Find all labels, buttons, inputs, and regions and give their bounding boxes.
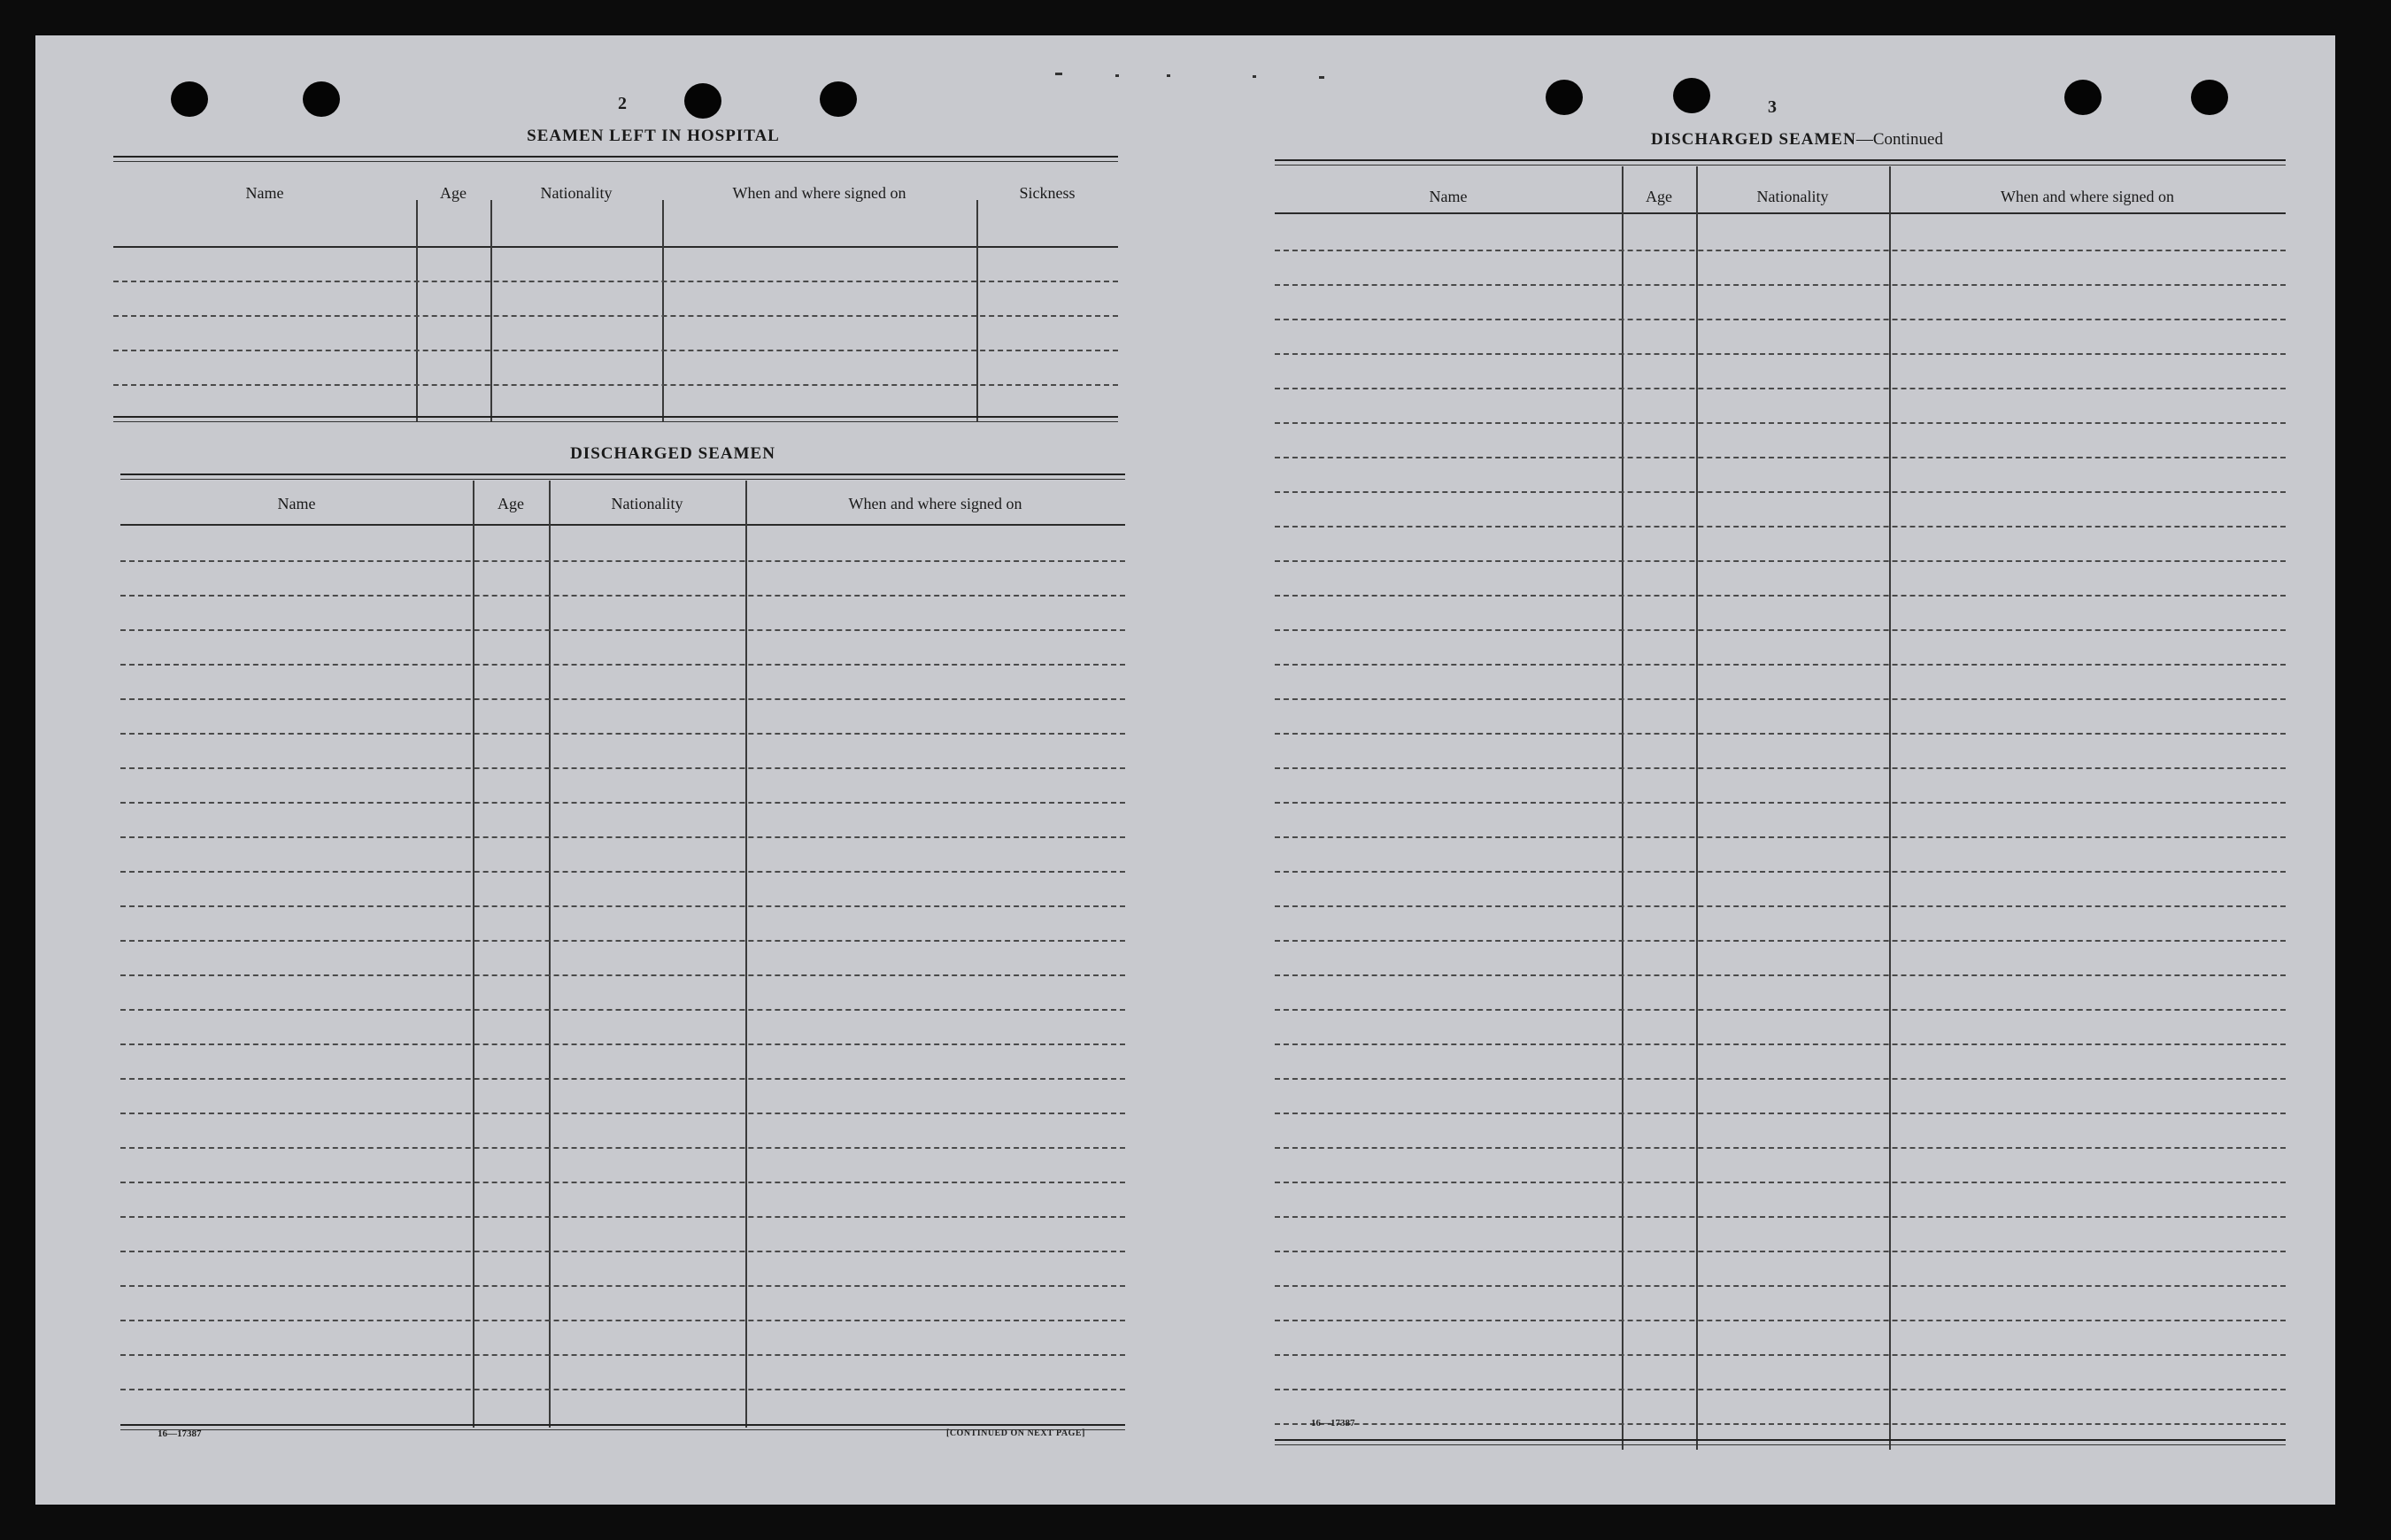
table-top-rule [113,156,1118,162]
table-row [120,1354,1125,1356]
table-row [1275,250,2286,251]
column-header-nationality: Nationality [1756,188,1829,205]
table-row [1275,595,2286,597]
page-number-right: 3 [1768,97,1777,117]
speck-mark [1167,74,1170,77]
table-row [113,281,1118,282]
table-row [1275,1147,2286,1149]
column-divider [1889,166,1891,1450]
table-row [1275,1182,2286,1183]
column-divider [1622,166,1624,1450]
table-row [120,1113,1125,1114]
column-divider [416,200,418,421]
table-row [120,905,1125,907]
table-row [1275,802,2286,804]
table-row [1275,526,2286,527]
column-header-age: Age [497,495,524,512]
column-divider [490,200,492,421]
table-row [1275,767,2286,769]
punch-hole [1673,78,1710,113]
table-row [120,767,1125,769]
speck-mark [1055,73,1062,75]
punch-hole [820,81,857,117]
table-row [1275,1354,2286,1356]
table-row [1275,353,2286,355]
punch-hole [2064,80,2102,115]
table-row [1275,560,2286,562]
hospital-table [113,156,1118,421]
form-code-right: 16—17387 [1311,1418,1355,1428]
column-header-name: Name [245,184,284,202]
column-header-sickness: Sickness [1019,184,1076,202]
table-row [1275,733,2286,735]
table-row [1275,1078,2286,1080]
table-row [120,1009,1125,1011]
table-row [120,1182,1125,1183]
table-bottom-rule [1275,1439,2286,1445]
table-row [120,974,1125,976]
header-underline [120,524,1125,526]
table-row [1275,1423,2286,1425]
column-header-age: Age [440,184,467,202]
table-row [1275,1009,2286,1011]
column-header-signed-on: When and where signed on [848,495,1022,512]
table-row [1275,974,2286,976]
section-title-main: DISCHARGED SEAMEN [1650,130,1856,149]
table-row [120,560,1125,562]
table-row [113,315,1118,317]
table-row [1275,905,2286,907]
column-header-nationality: Nationality [611,495,683,512]
table-row [120,698,1125,700]
discharged-section-title-right [1505,130,2089,150]
table-row [1275,319,2286,320]
column-header-signed-on: When and where signed on [2001,188,2174,205]
table-row [120,664,1125,666]
discharged-section-title-left: DISCHARGED SEAMEN [570,444,775,463]
table-row [1275,1285,2286,1287]
table-row [1275,1320,2286,1321]
table-row [1275,664,2286,666]
table-row [1275,422,2286,424]
punch-hole [303,81,340,117]
table-row [1275,457,2286,458]
table-row [120,1285,1125,1287]
table-row [120,629,1125,631]
table-row [120,1147,1125,1149]
column-header-name: Name [277,495,316,512]
table-row [120,595,1125,597]
discharged-table-right [1275,159,2286,1451]
column-header-nationality: Nationality [540,184,613,202]
table-row [1275,940,2286,942]
speck-mark [1319,76,1324,79]
header-underline [1275,212,2286,214]
table-row [120,1043,1125,1045]
table-row [120,940,1125,942]
punch-hole [171,81,208,117]
table-row [120,871,1125,873]
table-row [113,384,1118,386]
table-row [120,1078,1125,1080]
discharged-table-left [120,474,1125,1429]
hospital-section-title: SEAMEN LEFT IN HOSPITAL [527,127,780,145]
table-row [1275,1043,2286,1045]
column-header-signed-on: When and where signed on [732,184,906,202]
continued-note: [CONTINUED ON NEXT PAGE] [946,1428,1085,1438]
table-row [120,1320,1125,1321]
speck-mark [1115,74,1119,77]
table-row [1275,629,2286,631]
column-divider [976,200,978,421]
table-row [1275,1113,2286,1114]
punch-hole [1546,80,1583,115]
table-row [120,1251,1125,1252]
table-row [1275,871,2286,873]
table-row [1275,836,2286,838]
punch-hole [2191,80,2228,115]
column-header-age: Age [1646,188,1672,205]
table-row [113,350,1118,351]
section-title-suffix: —Continued [1855,130,1943,149]
table-row [120,836,1125,838]
punch-hole [684,83,721,119]
table-top-rule [1275,159,2286,166]
table-row [1275,1216,2286,1218]
document-sheet [35,35,2335,1505]
table-row [1275,698,2286,700]
table-row [1275,284,2286,286]
table-row [120,802,1125,804]
table-row [1275,1251,2286,1252]
column-divider [1696,166,1698,1450]
table-row [1275,388,2286,389]
table-row [1275,1389,2286,1390]
table-row [120,1216,1125,1218]
column-divider [662,200,664,421]
header-underline [113,246,1118,248]
table-row [120,1389,1125,1390]
table-row [120,733,1125,735]
column-header-name: Name [1429,188,1468,205]
table-row [1275,491,2286,493]
table-top-rule [120,474,1125,480]
table-bottom-rule [113,416,1118,422]
speck-mark [1253,75,1256,78]
page-number-left: 2 [618,94,627,113]
form-code-left: 16—17387 [158,1428,202,1439]
